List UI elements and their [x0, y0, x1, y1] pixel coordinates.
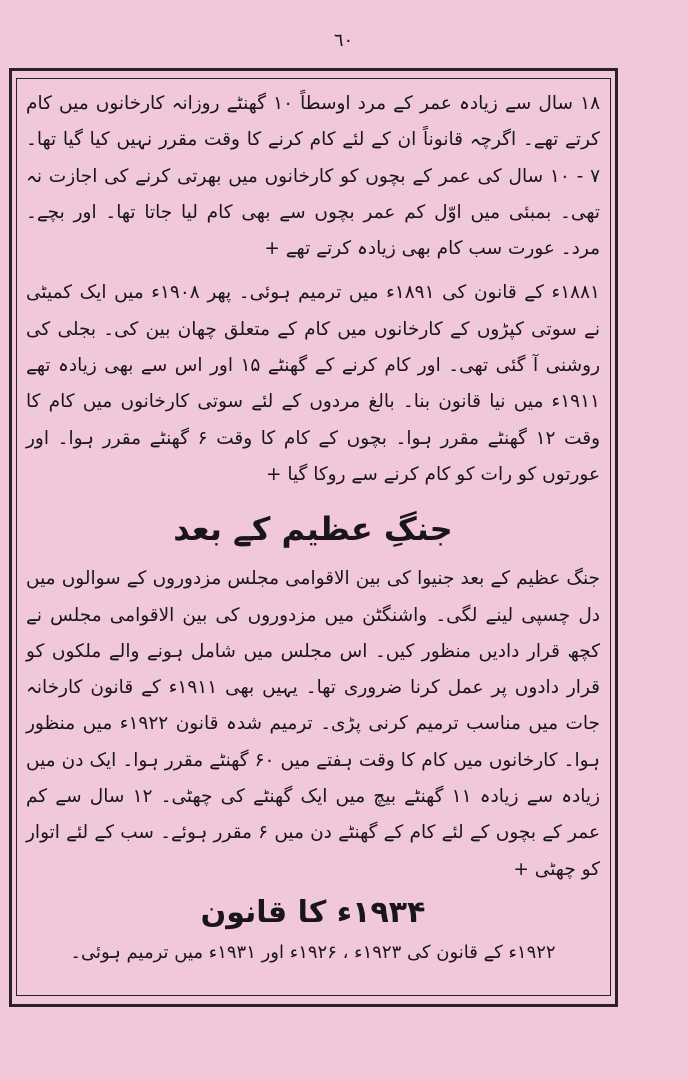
page-number: ٦٠ — [333, 30, 354, 51]
page-content — [26, 86, 600, 970]
section-heading-1934-law: ۱۹۳۴ء کا قانون — [200, 894, 426, 930]
paragraph-factory-hours: ۱۸ سال سے زیادہ عمر کے مرد اوسطاً ۱۰ گھنٹے روزانہ کارخانوں میں کام کرتے تھے۔ اگرچہ قانوناً ان کے لئے کام کرنے کا وقت مقرر نہیں کیا گیا تھا۔ ۷ - ۱۰ سال کی عمر کے بچوں کو کارخانوں میں بھرتی کرنے کی اجازت نہ تھی۔ بمبئی میں اوّل کم عمر بچوں سے بھی کام لیا جاتا تھا۔ اور بچے۔ مرد۔ عورت سب کام بھی زیادہ کرتے تھے + — [26, 93, 601, 260]
paragraph-law-amendments: ۱۸۸۱ء کے قانون کی ۱۸۹۱ء میں ترمیم ہوئی۔ پھر ۱۹۰۸ء میں ایک کمیٹی نے سوتی کپڑوں کے کارخانوں میں کام کے متعلق چھان بین کی۔ بجلی کی روشنی آ گئی تھی۔ اور کام کرنے کے گھنٹے ۱۵ اور اس سے بھی زیادہ تھے ۱۹۱۱ء میں نیا قانون بنا۔ بالغ مردوں کے لئے سوتی کارخانوں میں کام کا وقت ۱۲ گھنٹے مقرر ہوا۔ بچوں کے کام کا وقت ۶ گھنٹے مقرر ہوا۔ اور عورتوں کو رات کو کام کرنے سے روکا گیا + — [26, 282, 601, 485]
paragraph-after-war: جنگ عظیم کے بعد جنیوا کی بین الاقوامی مجلس مزدوروں کے سوالوں میں دل چسپی لینے لگی۔ واشنگٹن میں مزدوروں کی بین الاقوامی مجلس نے کچھ قرار دادیں منظور کیں۔ اس مجلس میں شامل ہونے والے ملکوں کو قرار دادوں پر عمل کرنا ضروری تھا۔ یہیں بھی ۱۹۱۱ء کے قانون کارخانہ جات میں مناسب ترمیم کرنی پڑی۔ ترمیم شدہ قانون ۱۹۲۲ء میں منظور ہوا۔ کارخانوں میں کام کا وقت ہفتے میں ۶۰ گھنٹے مقرر ہوا۔ ایک دن میں زیادہ سے زیادہ ۱۱ گھنٹے بیچ میں ایک گھنٹے کی چھٹی۔ ۱۲ سال سے کم عمر کے بچوں کے لئے کام کے گھنٹے دن میں ۶ مقرر ہوئے۔ سب کے لئے اتوار کو چھٹی + — [26, 568, 601, 880]
section-heading-after-great-war: جنگِ عظیم کے بعد — [173, 510, 453, 549]
closing-line: ۱۹۲۲ء کے قانون کی ۱۹۲۳ء ، ۱۹۲۶ء اور ۱۹۳۱ء میں ترمیم ہوئی۔ — [70, 941, 556, 963]
